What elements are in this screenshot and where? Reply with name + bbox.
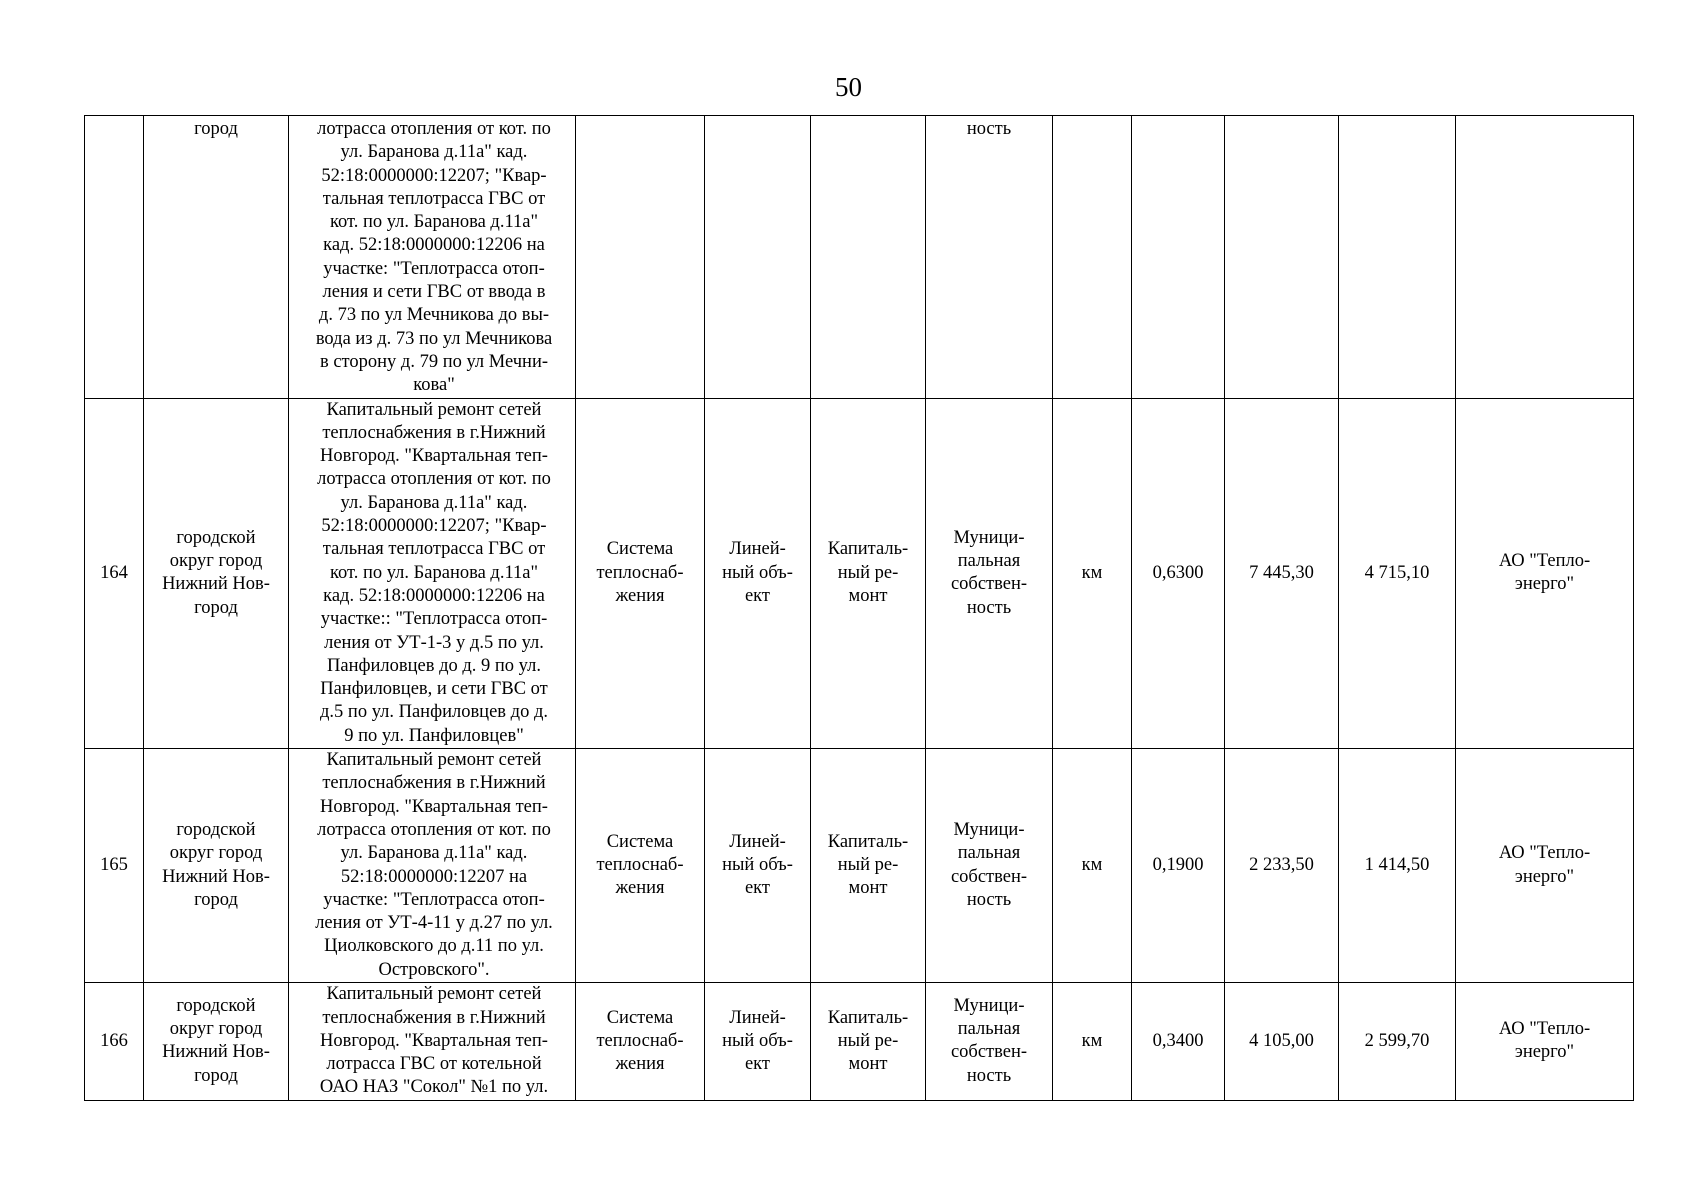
ownership-cell [926,982,1053,1100]
work-type-cell [811,116,926,399]
cost-part-cell: 2 599,70 [1339,982,1456,1100]
municipality-line: город [194,889,238,910]
length-cell: 0,6300 [1132,398,1225,748]
description-line: лотрасса отопления от кот. по [317,819,551,840]
work-type-line: монт [848,1054,888,1075]
description-cell [289,749,576,983]
ownership-line: собствен- [950,1042,1028,1063]
work-type-cell [811,749,926,983]
object-type-cell [705,749,811,983]
ownership-line: пальная [957,843,1021,864]
executor-line: энерго" [1514,866,1575,887]
executor-cell [1456,398,1634,748]
unit-cell: км [1053,982,1132,1100]
cost-part-cell [1339,116,1456,399]
municipality-cell [144,749,289,983]
description-line: Капитальный ремонт сетей [326,984,542,1005]
description-line: вода из д. 73 по ул Мечникова [315,328,553,349]
description-line: Новгород. "Квартальная теп- [320,796,548,817]
ownership-line: собствен- [950,574,1028,595]
length-cell [1132,116,1225,399]
description-line: лотрасса отопления от кот. по [317,119,551,139]
system-cell [576,116,705,399]
description-line: кова" [413,375,455,396]
executor-cell [1456,116,1634,399]
work-type-cell [811,982,926,1100]
system-line: теплоснаб- [596,562,684,583]
object-type-cell [705,982,811,1100]
description-line: ул. Баранова д.11а" кад. [340,492,528,513]
description-line: Капитальный ремонт сетей [326,750,542,771]
description-cell [289,398,576,748]
description-cell [289,982,576,1100]
ownership-line: ность [966,119,1012,139]
work-type-line: Капиталь- [827,539,909,560]
system-cell [576,749,705,983]
description-line: кад. 52:18:0000000:12206 на [323,235,545,256]
executor-line: энерго" [1514,574,1575,595]
system-cell [576,982,705,1100]
object-type-line: Линей- [729,1007,786,1028]
description-line: кот. по ул. Баранова д.11а" [329,562,539,583]
municipality-cell [144,982,289,1100]
ownership-cell [926,116,1053,399]
system-line: теплоснаб- [596,1030,684,1051]
executor-line: АО "Тепло- [1498,550,1591,571]
system-line: жения [615,585,665,606]
ownership-line: Муници- [953,527,1025,548]
work-type-line: ный ре- [837,854,899,875]
description-line: теплоснабжения в г.Нижний [322,1007,546,1028]
ownership-line: пальная [957,1019,1021,1040]
municipality-line: городской [176,819,256,840]
unit-cell: км [1053,398,1132,748]
description-line: участке:: "Теплотрасса отоп- [320,609,548,630]
municipality-line: городской [176,995,256,1016]
object-type-line: Линей- [729,539,786,560]
description-line: участке: "Теплотрасса отоп- [323,889,545,910]
object-type-cell [705,398,811,748]
municipality-line: город [194,119,238,139]
municipality-cell [144,116,289,399]
executor-line: АО "Тепло- [1498,1019,1591,1040]
ownership-line: пальная [957,550,1021,571]
municipality-line: округ город [169,843,263,864]
table-row [85,982,1634,1100]
row-number-cell: 164 [85,398,144,748]
object-type-line: Линей- [729,831,786,852]
description-line: 52:18:0000000:12207; "Квар- [321,516,547,537]
table-row [85,398,1634,748]
unit-cell: км [1053,749,1132,983]
description-line: лотрасса отопления от кот. по [317,469,551,490]
description-line: тальная теплотрасса ГВС от [322,188,546,209]
length-cell: 0,1900 [1132,749,1225,983]
description-line: Циолковского до д.11 по ул. [324,936,544,957]
description-line: теплоснабжения в г.Нижний [322,773,546,794]
system-line: Система [606,539,674,560]
description-line: ления от УТ-1-3 у д.5 по ул. [324,632,544,653]
cost-part-cell: 4 715,10 [1339,398,1456,748]
system-line: жения [615,878,665,899]
work-type-line: ный ре- [837,1030,899,1051]
work-type-line: ный ре- [837,562,899,583]
table-row [85,749,1634,983]
work-type-line: Капиталь- [827,1007,909,1028]
description-line: Островского". [378,959,490,980]
object-type-line: ный объ- [722,562,793,583]
ownership-line: ность [966,597,1012,618]
ownership-line: собствен- [950,866,1028,887]
row-number-cell: 165 [85,749,144,983]
description-line: 52:18:0000000:12207 на [340,866,528,887]
work-type-line: монт [848,585,888,606]
municipality-line: город [194,1065,238,1086]
description-line: ления от УТ-4-11 у д.27 по ул. [315,913,553,934]
description-line: Новгород. "Квартальная теп- [320,446,548,467]
description-line: Панфиловцев, и сети ГВС от [320,679,548,700]
length-cell: 0,3400 [1132,982,1225,1100]
municipality-line: Нижний Нов- [162,1042,270,1063]
object-type-cell [705,116,811,399]
executor-line: АО "Тепло- [1498,843,1591,864]
description-line: 52:18:0000000:12207; "Квар- [321,165,547,186]
description-line: теплоснабжения в г.Нижний [322,422,546,443]
municipality-line: городской [176,527,256,548]
ownership-line: Муници- [953,819,1025,840]
unit-cell [1053,116,1132,399]
description-line: в сторону д. 79 по ул Мечни- [319,351,549,372]
description-cell [289,116,576,399]
description-line: Новгород. "Квартальная теп- [320,1030,548,1051]
description-line: ул. Баранова д.11а" кад. [340,843,528,864]
municipality-line: Нижний Нов- [162,866,270,887]
row-number-cell: 166 [85,982,144,1100]
executor-line: энерго" [1514,1042,1575,1063]
description-line: лотрасса ГВС от котельной [326,1054,542,1075]
description-line: д.5 по ул. Панфиловцев до д. [320,702,548,723]
system-line: Система [606,1007,674,1028]
system-line: жения [615,1054,665,1075]
municipality-cell [144,398,289,748]
description-line: Панфиловцев до д. 9 по ул. [327,655,541,676]
ownership-line: ность [966,1065,1012,1086]
description-line: тальная теплотрасса ГВС от [322,539,546,560]
executor-cell [1456,749,1634,983]
description-line: 9 по ул. Панфиловцев" [344,725,524,746]
ownership-line: Муници- [953,995,1025,1016]
works-table [84,115,1634,1101]
cost-total-cell: 2 233,50 [1225,749,1339,983]
cost-total-cell: 7 445,30 [1225,398,1339,748]
description-line: ОАО НАЗ "Сокол" №1 по ул. [319,1077,549,1098]
description-line: д. 73 по ул Мечникова до вы- [318,305,550,326]
cost-total-cell: 4 105,00 [1225,982,1339,1100]
table-row [85,116,1634,399]
municipality-line: Нижний Нов- [162,574,270,595]
description-line: участке: "Теплотрасса отоп- [323,258,545,279]
municipality-line: округ город [169,550,263,571]
municipality-line: город [194,597,238,618]
system-line: теплоснаб- [596,854,684,875]
object-type-line: ный объ- [722,1030,793,1051]
municipality-line: округ город [169,1019,263,1040]
ownership-cell [926,749,1053,983]
work-type-cell [811,398,926,748]
executor-cell [1456,982,1634,1100]
description-line: ул. Баранова д.11а" кад. [340,142,528,163]
ownership-cell [926,398,1053,748]
object-type-line: ект [744,878,771,899]
cost-total-cell [1225,116,1339,399]
system-cell [576,398,705,748]
row-number-cell [85,116,144,399]
page-number: 50 [835,72,862,102]
description-line: Капитальный ремонт сетей [326,399,542,420]
description-line: ления и сети ГВС от ввода в [322,282,546,303]
work-type-line: монт [848,878,888,899]
description-line: кот. по ул. Баранова д.11а" [329,212,539,233]
work-type-line: Капиталь- [827,831,909,852]
object-type-line: ект [744,585,771,606]
object-type-line: ный объ- [722,854,793,875]
cost-part-cell: 1 414,50 [1339,749,1456,983]
object-type-line: ект [744,1054,771,1075]
ownership-line: ность [966,889,1012,910]
description-line: кад. 52:18:0000000:12206 на [323,585,545,606]
system-line: Система [606,831,674,852]
